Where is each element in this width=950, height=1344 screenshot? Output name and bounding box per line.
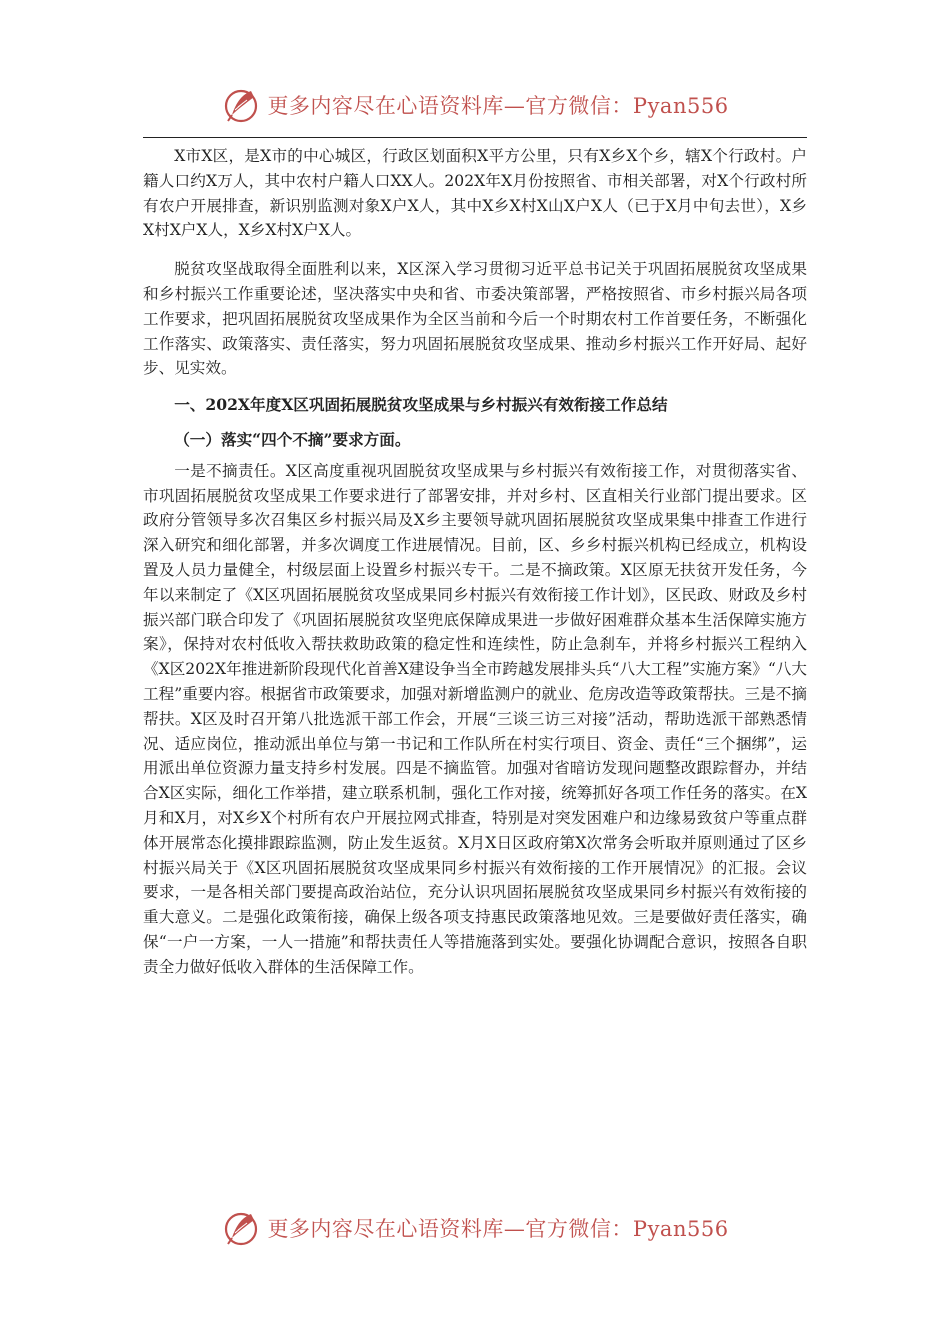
footer-banner-text: 更多内容尽在心语资料库—官方微信：Pyan556 <box>267 1217 729 1241</box>
header-banner <box>0 80 950 130</box>
header-banner-text: 更多内容尽在心语资料库—官方微信：Pyan556 <box>267 94 729 118</box>
footer-banner <box>0 1203 950 1253</box>
document-body <box>143 144 807 980</box>
paragraph-intro: X市X区，是X市的中心城区，行政区划面积X平方公里，只有X乡X个乡，辖X个行政村。户籍人口约X万人，其中农村户籍人口XX人。202X年X月份按照省、市相关部署，对X个行政村所有农户开展排查，新识别监测对象X户X人，其中X乡X村X山X户X人（已于X月中旬去世），X乡X村X户X人，X乡X村X户X人。 <box>143 147 807 240</box>
paragraph-overview: 脱贫攻坚战取得全面胜利以来，X区深入学习贯彻习近平总书记关于巩固拓展脱贫攻坚成果和乡村振兴工作重要论述，坚决落实中央和省、市委决策部署，严格按照省、市乡村振兴局各项工作要求，把巩固拓展脱贫攻坚成果作为全区当前和今后一个时期农村工作首要任务，不断强化工作落实、政策落实、责任落实，努力巩固拓展脱贫攻坚成果、推动乡村振兴工作开好局、起好步、见实效。 <box>143 260 807 378</box>
header-divider <box>143 137 807 138</box>
subsection-heading: （一）落实“四个不摘”要求方面。 <box>174 429 411 449</box>
feather-pen-logo-icon <box>221 1208 261 1248</box>
feather-pen-logo-icon <box>221 85 261 125</box>
paragraph-four-requirements: 一是不摘责任。X区高度重视巩固脱贫攻坚成果与乡村振兴有效衔接工作，对贯彻落实省、市巩固拓展脱贫攻坚成果工作要求进行了部署安排，并对乡村、区直相关行业部门提出要求。区政府分管领导多次召集区乡村振兴局及X乡主要领导就巩固拓展脱贫攻坚成果集中排查工作进行深入研究和细化部署，并多次调度工作进展情况。目前，区、乡乡村振兴机构已经成立，机构设置及人员力量健全，村级层面上设置乡村振兴专干。二是不摘政策。X区原无扶贫开发任务，今年以来制定了《X区巩固拓展脱贫攻坚成果同乡村振兴有效衔接工作计划》，区民政、财政及乡村振兴部门联合印发了《巩固拓展脱贫攻坚兜底保障成果进一步做好困难群众基本生活保障实施方案》，保持对农村低收入帮扶救助政策的稳定性和连续性，防止急刹车，并将乡村振兴工程纳入《X区202X年推进新阶段现代化首善X建设争当全市跨越发展排头兵“八大工程”实施方案》“八大工程”重要内容。根据省市政策要求，加强对新增监测户的就业、危房改造等政策帮扶。三是不摘帮扶。X区及时召开第八批选派干部工作会，开展“三谈三访三对接”活动，帮助选派干部熟悉情况、适应岗位，推动派出单位与第一书记和工作队所在村实行项目、资金、责任“三个捆绑”，运用派出单位资源力量支持乡村发展。四是不摘监管。加强对省暗访发现问题整改跟踪督办，并结合X区实际，细化工作举措，建立联系机制，强化工作对接，统筹抓好各项工作任务的落实。在X月和X月，对X乡X个村所有农户开展拉网式排查，特别是对突发困难户和边缘易致贫户等重点群体开展常态化摸排跟踪监测，防止发生返贫。X月X日区政府第X次常务会听取并原则通过了区乡村振兴局关于《X区巩固拓展脱贫攻坚成果同乡村振兴有效衔接的工作开展情况》的汇报。会议要求，一是各相关部门要提高政治站位，充分认识巩固拓展脱贫攻坚成果同乡村振兴有效衔接的重大意义。二是强化政策衔接，确保上级各项支持惠民政策落地见效。三是要做好责任落实，确保“一户一方案，一人一措施”和帮扶责任人等措施落到实处。要强化协调配合意识，按照各自职责全力做好低收入群体的生活保障工作。 <box>143 461 807 976</box>
section-heading: 一、202X年度X区巩固拓展脱贫攻坚成果与乡村振兴有效衔接工作总结 <box>174 395 668 415</box>
